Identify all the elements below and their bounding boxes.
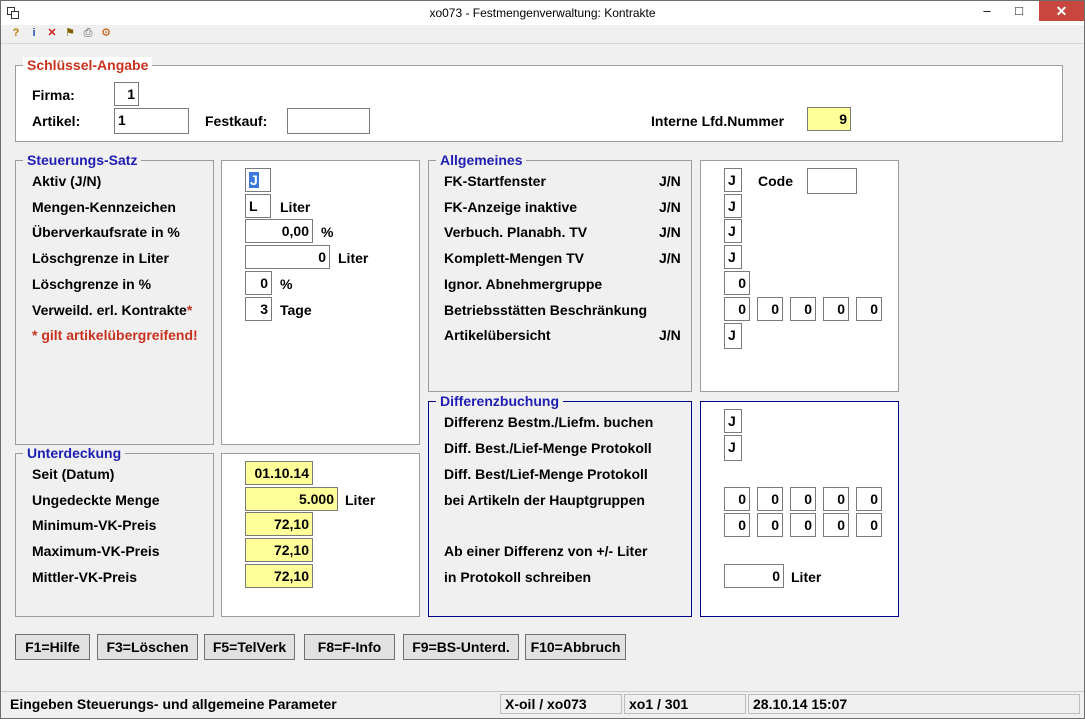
aktiv-label: Aktiv (J/N) bbox=[32, 173, 102, 189]
hauptgruppe-field-1-2[interactable]: 0 bbox=[757, 487, 783, 511]
festkauf-label: Festkauf: bbox=[205, 113, 268, 129]
ungedeckte-menge-field[interactable]: 5.000 bbox=[245, 487, 338, 511]
seit-datum-field[interactable]: 01.10.14 bbox=[245, 461, 313, 485]
komplett-mengen-jn: J/N bbox=[659, 250, 681, 266]
mittler-vk-preis-label: Mittler-VK-Preis bbox=[32, 569, 138, 585]
hauptgruppe-field-1-3[interactable]: 0 bbox=[790, 487, 816, 511]
artikel-label: Artikel: bbox=[32, 113, 81, 129]
differenz-buchen-field[interactable]: J bbox=[724, 409, 742, 433]
ab-differenz-label: Ab einer Differenz von +/- Liter bbox=[444, 543, 648, 559]
verweildauer-unit: Tage bbox=[280, 302, 312, 318]
lfd-nummer-label: Interne Lfd.Nummer bbox=[651, 113, 785, 129]
komplett-mengen-label: Komplett-Mengen TV bbox=[444, 250, 584, 266]
differenz-liter-field[interactable]: 0 bbox=[724, 564, 784, 588]
minimize-button[interactable]: – bbox=[983, 3, 991, 18]
loeschgrenze-pct-field[interactable]: 0 bbox=[245, 271, 272, 295]
komplett-mengen-field[interactable]: J bbox=[724, 245, 742, 269]
steuerung-legend: Steuerungs-Satz bbox=[23, 152, 141, 168]
seit-datum-label: Seit (Datum) bbox=[32, 466, 115, 482]
verbuch-planabh-jn: J/N bbox=[659, 224, 681, 240]
f1-help-button[interactable]: F1=Hilfe bbox=[15, 634, 90, 660]
ueberverkaufsrate-field[interactable]: 0,00 bbox=[245, 219, 313, 243]
f9-bs-unterd-button[interactable]: F9=BS-Unterd. bbox=[403, 634, 519, 660]
mittler-vk-preis-field[interactable]: 72,10 bbox=[245, 564, 313, 588]
firma-label: Firma: bbox=[32, 87, 75, 103]
mengen-kennzeichen-label: Mengen-Kennzeichen bbox=[32, 199, 176, 215]
diff-protokoll2-label: Diff. Best/Lief-Menge Protokoll bbox=[444, 466, 648, 482]
f3-delete-button[interactable]: F3=Löschen bbox=[97, 634, 198, 660]
ueberverkaufsrate-label: Überverkaufsrate in % bbox=[32, 224, 180, 240]
delete-icon[interactable]: ✕ bbox=[47, 27, 57, 39]
differenz-liter-unit: Liter bbox=[791, 569, 822, 585]
hauptgruppe-field-2-3[interactable]: 0 bbox=[790, 513, 816, 537]
differenz-legend: Differenzbuchung bbox=[436, 393, 563, 409]
ueberverkaufsrate-unit: % bbox=[321, 224, 334, 240]
toolbar bbox=[1, 25, 1084, 44]
loeschgrenze-liter-unit: Liter bbox=[338, 250, 369, 266]
status-datetime: 28.10.14 15:07 bbox=[748, 694, 1080, 714]
loeschgrenze-liter-label: Löschgrenze in Liter bbox=[32, 250, 169, 266]
code-field[interactable] bbox=[807, 168, 857, 194]
minimum-vk-preis-field[interactable]: 72,10 bbox=[245, 512, 313, 536]
fk-anzeige-field[interactable]: J bbox=[724, 194, 742, 218]
verweildauer-star: * bbox=[186, 302, 193, 318]
hauptgruppe-field-2-1[interactable]: 0 bbox=[724, 513, 750, 537]
status-app: X-oil / xo073 bbox=[500, 694, 622, 714]
close-button[interactable]: ✕ bbox=[1039, 1, 1084, 21]
verweildauer-text: Verweild. erl. Kontrakte bbox=[32, 302, 187, 318]
info-icon[interactable]: i bbox=[32, 27, 36, 39]
fk-anzeige-jn: J/N bbox=[659, 199, 681, 215]
aktiv-field[interactable] bbox=[245, 168, 271, 192]
status-user: xo1 / 301 bbox=[624, 694, 746, 714]
verweildauer-field[interactable]: 3 bbox=[245, 297, 272, 321]
code-label: Code bbox=[758, 173, 793, 189]
firma-field[interactable]: 1 bbox=[114, 82, 139, 106]
ignor-abnehmergruppe-label: Ignor. Abnehmergruppe bbox=[444, 276, 603, 292]
betriebsstaetten-field-3[interactable]: 0 bbox=[790, 297, 816, 321]
fk-startfenster-field[interactable]: J bbox=[724, 168, 742, 192]
betriebsstaetten-field-5[interactable]: 0 bbox=[856, 297, 882, 321]
fk-startfenster-jn: J/N bbox=[659, 173, 681, 189]
hauptgruppe-field-1-5[interactable]: 0 bbox=[856, 487, 882, 511]
verbuch-planabh-field[interactable]: J bbox=[724, 219, 742, 243]
help-icon[interactable]: ? bbox=[12, 27, 20, 39]
loeschgrenze-liter-field[interactable]: 0 bbox=[245, 245, 330, 269]
artikeluebersicht-label: Artikelübersicht bbox=[444, 327, 551, 343]
f8-finfo-button[interactable]: F8=F-Info bbox=[304, 634, 395, 660]
fk-anzeige-label: FK-Anzeige inaktive bbox=[444, 199, 578, 215]
mengen-unit: Liter bbox=[280, 199, 311, 215]
ungedeckte-menge-label: Ungedeckte Menge bbox=[32, 492, 160, 508]
fk-startfenster-label: FK-Startfenster bbox=[444, 173, 546, 189]
loeschgrenze-pct-label: Löschgrenze in % bbox=[32, 276, 152, 292]
hauptgruppen-label: bei Artikeln der Hauptgruppen bbox=[444, 492, 645, 508]
hauptgruppe-field-2-2[interactable]: 0 bbox=[757, 513, 783, 537]
key-legend: Schlüssel-Angabe bbox=[23, 57, 152, 73]
unterdeckung-legend: Unterdeckung bbox=[23, 445, 125, 461]
settings-icon[interactable]: ⚙ bbox=[101, 27, 111, 39]
verbuch-planabh-label: Verbuch. Planabh. TV bbox=[444, 224, 588, 240]
status-message: Eingeben Steuerungs- und allgemeine Parameter bbox=[10, 696, 337, 712]
festkauf-field[interactable] bbox=[287, 108, 370, 134]
maximize-button[interactable]: □ bbox=[1015, 3, 1023, 18]
window-title: xo073 - Festmengenverwaltung: Kontrakte bbox=[429, 6, 656, 20]
hauptgruppe-field-1-1[interactable]: 0 bbox=[724, 487, 750, 511]
in-protokoll-label: in Protokoll schreiben bbox=[444, 569, 592, 585]
betriebsstaetten-label: Betriebsstätten Beschränkung bbox=[444, 302, 648, 318]
betriebsstaetten-field-1[interactable]: 0 bbox=[724, 297, 750, 321]
lfd-nummer-field[interactable]: 9 bbox=[807, 107, 851, 131]
artikel-field[interactable]: 1 bbox=[114, 108, 189, 134]
diff-protokoll-label: Diff. Best./Lief-Menge Protokoll bbox=[444, 440, 652, 456]
maximum-vk-preis-label: Maximum-VK-Preis bbox=[32, 543, 160, 559]
betriebsstaetten-field-4[interactable]: 0 bbox=[823, 297, 849, 321]
differenz-buchen-label: Differenz Bestm./Liefm. buchen bbox=[444, 414, 654, 430]
title-bar bbox=[1, 1, 1084, 25]
hauptgruppe-field-1-4[interactable]: 0 bbox=[823, 487, 849, 511]
aktiv-value: J bbox=[250, 172, 258, 188]
print-icon[interactable]: ⎙ bbox=[83, 27, 93, 39]
hauptgruppe-field-2-5[interactable]: 0 bbox=[856, 513, 882, 537]
ignor-abnehmergruppe-field[interactable]: 0 bbox=[724, 271, 750, 295]
betriebsstaetten-field-2[interactable]: 0 bbox=[757, 297, 783, 321]
mengen-kennzeichen-field[interactable]: L bbox=[245, 194, 271, 218]
artikeluebersicht-field[interactable]: J bbox=[724, 323, 742, 349]
f10-abbruch-button[interactable]: F10=Abbruch bbox=[525, 634, 626, 660]
artikeluebergreifend-note: * gilt artikelübergreifend! bbox=[32, 327, 198, 343]
hauptgruppe-field-2-4[interactable]: 0 bbox=[823, 513, 849, 537]
maximum-vk-preis-field[interactable]: 72,10 bbox=[245, 538, 313, 562]
verweildauer-label bbox=[32, 302, 192, 318]
allgemeines-legend: Allgemeines bbox=[436, 152, 526, 168]
artikeluebersicht-jn: J/N bbox=[659, 327, 681, 343]
diff-protokoll-field[interactable]: J bbox=[724, 435, 742, 461]
minimum-vk-preis-label: Minimum-VK-Preis bbox=[32, 517, 157, 533]
f5-telverk-button[interactable]: F5=TelVerk bbox=[204, 634, 295, 660]
loeschgrenze-pct-unit: % bbox=[280, 276, 293, 292]
ungedeckte-menge-unit: Liter bbox=[345, 492, 376, 508]
search-icon[interactable]: ⚑ bbox=[65, 27, 75, 39]
